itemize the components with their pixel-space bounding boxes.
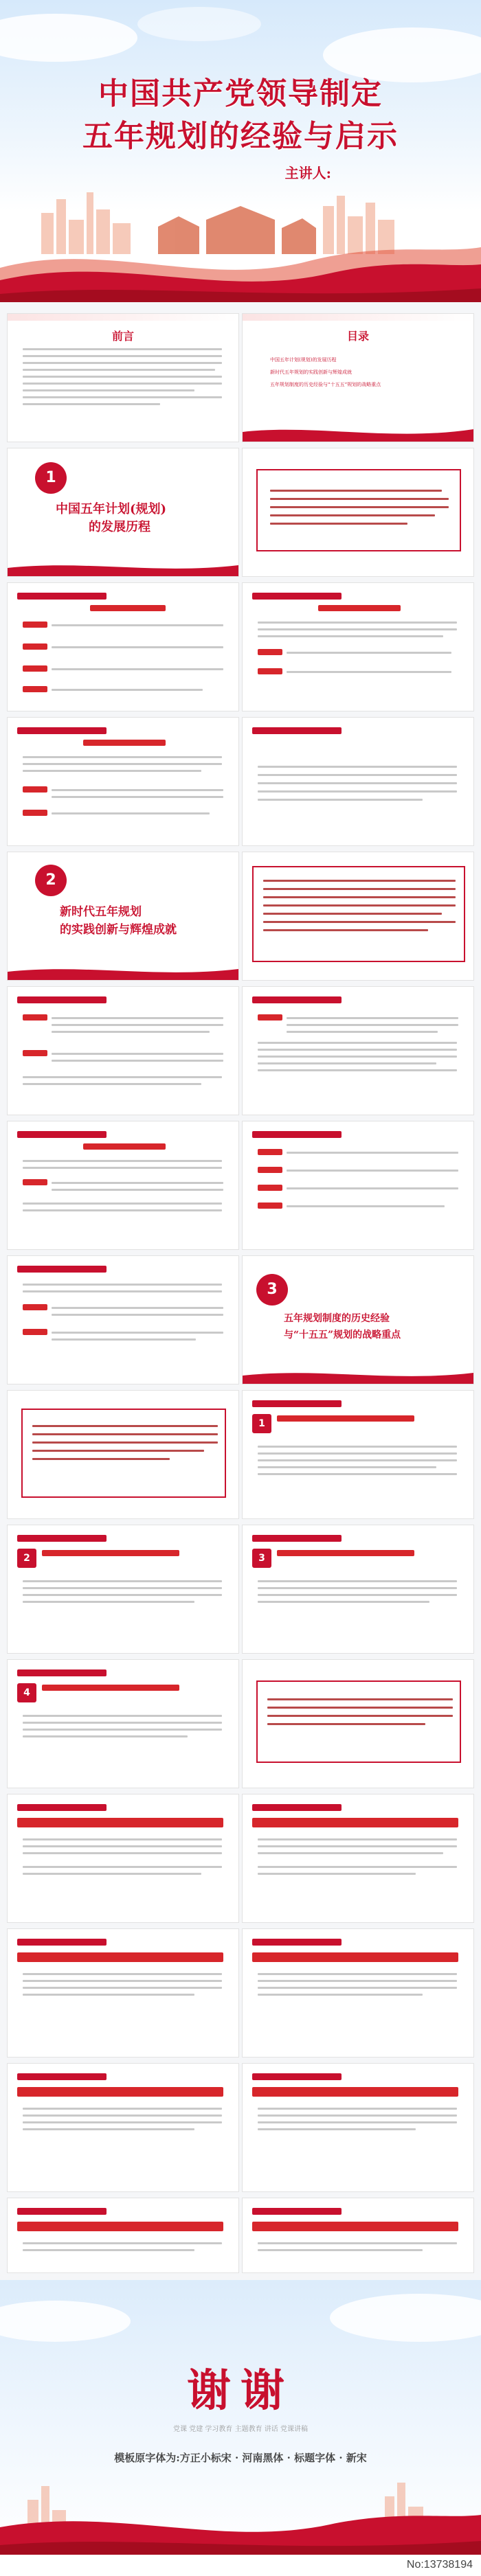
red-ribbon-wave [0, 227, 481, 302]
slide-content [242, 717, 474, 846]
text-line [258, 2121, 457, 2123]
slide-content [242, 1525, 474, 1654]
text-line [258, 782, 457, 784]
slide-content [242, 1121, 474, 1250]
section-chip [83, 740, 166, 746]
text-line [23, 1722, 222, 1724]
text-line [258, 1580, 457, 1582]
slide-title-bar [252, 1131, 342, 1138]
slide-preface [7, 313, 239, 442]
text-line [263, 880, 456, 882]
slide-content [7, 1794, 239, 1923]
text-line [258, 799, 423, 801]
text-line [23, 756, 222, 758]
red-ribbon-wave [243, 424, 473, 442]
text-line [258, 1873, 416, 1875]
slide-content [7, 717, 239, 846]
text-line [287, 1031, 438, 1033]
slide-title-bar [17, 727, 107, 734]
slide-content [242, 852, 474, 981]
text-line [258, 628, 457, 630]
text-line [258, 2128, 416, 2130]
text-line [258, 1980, 457, 1982]
slide-title-bar [17, 1939, 107, 1946]
slide-title-bar [252, 593, 342, 600]
text-line [32, 1441, 218, 1444]
text-line [52, 1332, 223, 1334]
text-line [287, 1170, 458, 1172]
text-line [270, 514, 435, 516]
point-number-badge: 3 [252, 1549, 271, 1568]
thanks-slide [0, 2280, 481, 2555]
thanks-font-note: 模板原字体为:方正小标宋 · 河南黑体 · 标题字体 · 新宋 [114, 2452, 367, 2464]
cover-slide [0, 0, 481, 302]
slide-title-bar [252, 727, 342, 734]
label-chip [23, 686, 47, 692]
content-frame [256, 1680, 461, 1763]
text-line [263, 904, 456, 907]
section-chip [83, 1143, 166, 1150]
content-frame [256, 469, 461, 551]
text-line [32, 1433, 218, 1435]
text-line [23, 1994, 194, 1996]
label-chip [258, 668, 282, 674]
text-line [52, 689, 203, 691]
text-line [52, 812, 210, 814]
slide-content [7, 582, 239, 711]
text-line [258, 1852, 443, 1854]
text-line [270, 498, 449, 500]
label-chip [23, 1304, 47, 1310]
text-line [263, 888, 456, 890]
point-title-chip [277, 1550, 414, 1556]
text-line [23, 389, 194, 391]
cloud-decoration [330, 2294, 481, 2342]
text-line [258, 2115, 457, 2117]
cover-title-line2: 五年规划的经验与启示 [82, 119, 399, 154]
text-line [258, 1062, 436, 1064]
label-chip [258, 1185, 282, 1191]
text-line [23, 2115, 222, 2117]
toc-item-2[interactable]: 新时代五年规划的实践创新与辉煌成就 [270, 369, 352, 375]
text-line [23, 1284, 222, 1286]
slide-title-bar [17, 1804, 107, 1811]
label-chip [258, 1014, 282, 1021]
slide-title-bar [17, 1669, 107, 1676]
slide-title-bar [252, 2073, 342, 2080]
cloud-decoration [0, 14, 137, 62]
section-number-badge: 3 [256, 1274, 288, 1306]
point-number-badge: 4 [17, 1683, 36, 1702]
text-line [23, 1838, 222, 1840]
text-line [52, 1307, 223, 1309]
text-line [52, 1189, 223, 1191]
text-line [267, 1723, 425, 1725]
text-line [23, 362, 222, 364]
slide-title-bar [17, 1131, 107, 1138]
text-line [23, 1290, 222, 1292]
text-line [23, 1715, 222, 1717]
slide-content [242, 448, 474, 577]
text-line [258, 1987, 457, 1989]
text-line [270, 506, 449, 508]
toc-item-3[interactable]: 五年规划制度的历史经验与“十五五”规划的战略重点 [270, 382, 381, 387]
text-line [258, 774, 457, 776]
text-line [23, 1866, 222, 1868]
text-line [258, 1587, 457, 1589]
point-title-chip [252, 2222, 458, 2231]
content-frame [21, 1409, 226, 1498]
section-title-line2: 的实践创新与辉煌成就 [60, 923, 177, 937]
label-chip [23, 643, 47, 650]
slide-content [7, 2063, 239, 2192]
section-chip [318, 605, 401, 611]
slide-toc [242, 313, 474, 442]
section-number-badge: 2 [35, 865, 67, 896]
text-line [52, 1182, 223, 1184]
label-chip [258, 1167, 282, 1173]
text-line [258, 766, 457, 768]
section-chip [90, 605, 166, 611]
text-line [52, 624, 223, 626]
slide-title-bar [252, 1939, 342, 1946]
text-line [52, 1338, 196, 1341]
label-chip [23, 1050, 47, 1056]
text-line [23, 396, 222, 398]
text-line [287, 671, 451, 673]
text-line [23, 2128, 194, 2130]
text-line [23, 348, 222, 350]
thanks-subtitle: 党课 党建 学习教育 主题教育 讲话 党课讲稿 [173, 2426, 308, 2433]
text-line [267, 1707, 453, 1709]
slide-content [7, 1525, 239, 1654]
slide-section-3 [242, 1255, 474, 1384]
slide-heading: 前言 [111, 330, 134, 343]
label-chip [23, 1329, 47, 1335]
text-line [263, 896, 456, 898]
text-line [270, 523, 407, 525]
slide-title-bar [17, 1266, 107, 1273]
slide-content [7, 986, 239, 1115]
text-line [267, 1698, 453, 1700]
text-line [258, 1838, 457, 1840]
text-line [23, 1209, 222, 1211]
slide-title-bar [17, 593, 107, 600]
text-line [32, 1425, 218, 1427]
text-line [23, 2108, 222, 2110]
slide-section-2 [7, 852, 239, 981]
text-line [258, 1452, 457, 1455]
text-line [23, 2242, 222, 2244]
slide-heading: 目录 [346, 330, 369, 343]
point-title-chip [17, 2087, 223, 2097]
text-line [52, 1314, 223, 1316]
point-title-chip [17, 1818, 223, 1827]
text-line [23, 1594, 222, 1596]
text-line [23, 383, 222, 385]
text-line [23, 763, 222, 765]
footer-bar [0, 2555, 481, 2576]
text-line [258, 1056, 457, 1058]
text-line [52, 1060, 223, 1062]
text-line [258, 1466, 436, 1468]
slide-content [242, 1659, 474, 1788]
slide-title-bar [17, 1535, 107, 1542]
point-title-chip [252, 2087, 458, 2097]
text-line [23, 355, 222, 357]
slide-content [242, 2198, 474, 2273]
text-line [52, 789, 223, 791]
label-chip [23, 622, 47, 628]
text-line [23, 1587, 222, 1589]
text-line [32, 1458, 170, 1460]
text-line [23, 1845, 222, 1847]
slide-header-strip [243, 314, 473, 321]
text-line [23, 1083, 201, 1085]
text-line [263, 921, 456, 923]
label-chip [23, 786, 47, 793]
red-ribbon-wave [8, 558, 238, 576]
text-line [258, 1866, 457, 1868]
text-line [287, 1187, 458, 1189]
text-line [258, 1594, 457, 1596]
text-line [23, 1987, 222, 1989]
text-line [23, 1980, 222, 1982]
cover-speaker: 主讲人: [284, 165, 331, 181]
text-line [287, 652, 451, 654]
image-id-label: No:13738194 [406, 2559, 473, 2571]
text-line [287, 1024, 458, 1026]
text-line [287, 1152, 458, 1154]
red-ribbon-wave [243, 1366, 473, 1384]
label-chip [258, 1149, 282, 1155]
toc-item-1[interactable]: 中国五年计划(规划)的发展历程 [270, 357, 337, 363]
slide-title-bar [17, 2208, 107, 2215]
text-line [258, 1042, 457, 1044]
text-line [258, 1473, 457, 1475]
label-chip [258, 1202, 282, 1209]
slide-content [242, 2063, 474, 2192]
label-chip [23, 1014, 47, 1021]
city-skyline-wave [0, 2479, 481, 2555]
point-title-chip [17, 2222, 223, 2231]
section-title-line1: 新时代五年规划 [60, 905, 142, 919]
point-title-chip [17, 1952, 223, 1962]
slide-content [7, 1659, 239, 1788]
text-line [263, 913, 442, 915]
text-line [267, 1715, 453, 1717]
slide-content [7, 2198, 239, 2273]
slide-content [7, 1390, 239, 1519]
point-title-chip [277, 1415, 414, 1422]
text-line [258, 635, 443, 637]
text-line [23, 1580, 222, 1582]
point-number-badge: 2 [17, 1549, 36, 1568]
text-line [258, 1973, 457, 1975]
slide-content [242, 582, 474, 711]
text-line [258, 2242, 457, 2244]
text-line [52, 1053, 223, 1055]
text-line [23, 1973, 222, 1975]
slide-header-strip [8, 314, 238, 321]
slide-content [7, 1928, 239, 2058]
text-line [258, 622, 457, 624]
point-title-chip [252, 1818, 458, 1827]
text-line [52, 1017, 223, 1019]
text-line [23, 770, 201, 772]
slide-title-bar [17, 2073, 107, 2080]
slide-title-bar [252, 1804, 342, 1811]
slide-title-bar [252, 1400, 342, 1407]
text-line [23, 376, 222, 378]
text-line [23, 1852, 222, 1854]
text-line [32, 1450, 204, 1452]
text-line [23, 1167, 222, 1169]
slide-content [7, 1255, 239, 1384]
text-line [258, 1994, 423, 1996]
slide-title-bar [252, 996, 342, 1003]
text-line [258, 1446, 457, 1448]
slide-content [242, 1390, 474, 1519]
label-chip [23, 1179, 47, 1185]
point-title-chip [42, 1550, 179, 1556]
text-line [52, 646, 223, 648]
slide-content [242, 1928, 474, 2058]
text-line [263, 929, 428, 931]
text-line [258, 1069, 457, 1071]
text-line [52, 1031, 210, 1033]
slide-title-bar [252, 1535, 342, 1542]
text-line [258, 1049, 457, 1051]
section-title-line1: 中国五年计划(规划) [56, 502, 167, 516]
text-line [23, 1873, 201, 1875]
cloud-decoration [137, 7, 261, 41]
slide-content [242, 1794, 474, 1923]
text-line [287, 1017, 458, 1019]
section-title-line1: 五年规划制度的历史经验 [284, 1313, 390, 1324]
text-line [270, 490, 442, 492]
slide-title-bar [17, 996, 107, 1003]
text-line [23, 1202, 222, 1205]
section-title-line2: 的发展历程 [89, 520, 150, 534]
cover-title-line1: 中国共产党领导制定 [98, 76, 383, 111]
text-line [23, 1735, 188, 1737]
text-line [23, 2249, 194, 2251]
text-line [23, 369, 215, 371]
label-chip [23, 665, 47, 672]
text-line [258, 2249, 423, 2251]
text-line [258, 790, 457, 793]
label-chip [23, 810, 47, 816]
slide-title-bar [252, 2208, 342, 2215]
point-title-chip [252, 1952, 458, 1962]
text-line [23, 403, 160, 405]
thanks-title: 谢谢 [187, 2365, 294, 2417]
slide-content [7, 1121, 239, 1250]
cloud-decoration [0, 2301, 131, 2342]
text-line [287, 1205, 445, 1207]
text-line [52, 668, 223, 670]
text-line [23, 1160, 222, 1162]
point-title-chip [42, 1685, 179, 1691]
text-line [258, 2108, 457, 2110]
text-line [23, 1729, 222, 1731]
slide-content [242, 986, 474, 1115]
text-line [23, 2121, 222, 2123]
text-line [23, 1076, 222, 1078]
point-number-badge: 1 [252, 1414, 271, 1433]
text-line [52, 796, 223, 798]
text-line [52, 1024, 223, 1026]
red-ribbon-wave [8, 962, 238, 980]
text-line [258, 1845, 457, 1847]
section-title-line2: 与“十五五”规划的战略重点 [284, 1330, 401, 1341]
label-chip [258, 649, 282, 655]
slide-section-1 [7, 448, 239, 577]
section-number-badge: 1 [35, 462, 67, 494]
text-line [258, 1459, 457, 1461]
text-line [23, 1601, 194, 1603]
text-line [258, 1601, 429, 1603]
